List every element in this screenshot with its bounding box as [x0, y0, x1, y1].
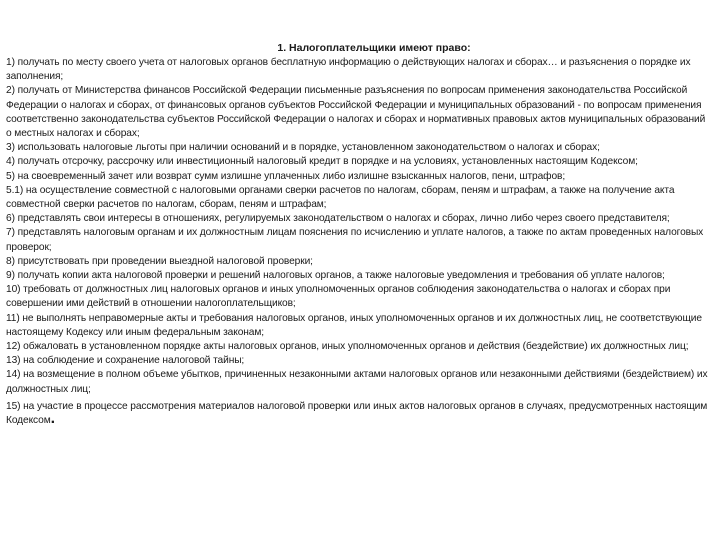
- list-item: 3) использовать налоговые льготы при наличии оснований и в порядке, установленном законодательством о налогах и сборах;: [6, 142, 600, 154]
- document-title: 1. Налогоплательщики имеют право:: [277, 42, 471, 54]
- list-item: 4) получать отсрочку, рассрочку или инвестиционный налоговый кредит в порядке и на условиях, установленных настоящим Кодексом;: [6, 156, 638, 168]
- list-item: 11) не выполнять неправомерные акты и требования налоговых органов, иных уполномоченных органов и их должностных лиц, не соответствующие настоящему Кодексу или иным федеральным законам;: [6, 312, 702, 338]
- list-item: 13) на соблюдение и сохранение налоговой тайны;: [6, 355, 245, 367]
- list-item: 6) представлять свои интересы в отношениях, регулируемых законодательством о налогах и сборах, лично либо через своего представителя;: [6, 213, 670, 225]
- final-period: .: [50, 410, 55, 428]
- list-item-final: [6, 400, 712, 428]
- list-item: 8) присутствовать при проведении выездной налоговой проверки;: [6, 255, 313, 267]
- rights-list: [6, 56, 712, 428]
- list-item: 12) обжаловать в установленном порядке акты налоговых органов, иных уполномоченных органов и действия (бездействие) их должностных лиц;: [6, 341, 689, 353]
- final-item-text: 15) на участие в процессе рассмотрения материалов налоговой проверки или иных актов налоговых органов в случаях, предусмотренных настоящим Кодексом: [6, 400, 708, 427]
- list-item: 10) требовать от должностных лиц налоговых органов и иных уполномоченных органов соблюдения законодательства о налогах и сборах при совершении ими действий в отношении налогоплательщиков;: [6, 284, 671, 310]
- list-item: 5.1) на осуществление совместной с налоговыми органами сверки расчетов по налогам, сборам, пеням и штрафам, а также на получение акта совместной сверки расчетов по налогам, сборам, пеням и штрафам;: [6, 184, 675, 211]
- list-item: 14) на возмещение в полном объеме убытков, причиненных незаконными актами налоговых органов или незаконными действиями (бездействием) их должностных лиц;: [6, 369, 708, 395]
- list-item: 5) на своевременный зачет или возврат сумм излишне уплаченных либо излишне взысканных налогов, пени, штрафов;: [6, 170, 566, 182]
- list-item: 2) получать от Министерства финансов Российской Федерации письменные разъяснения по вопросам применения законодательства Российской Федерации о налогах и сборах, от финансовых органов субъектов Российской Федерации и муниципальных образований - по вопросам применения соответственно законодательства субъектов Российской Федерации о налогах и сборах и нормативных правовых актов муниципальных образований о местных налогах и сборах;: [6, 85, 706, 140]
- list-item: 7) представлять налоговым органам и их должностным лицам пояснения по исчислению и уплате налогов, а также по актам проведенных налоговых проверок;: [6, 227, 704, 253]
- list-item: 1) получать по месту своего учета от налоговых органов бесплатную информацию о действующих налогах и сборах… и разъяснения о порядке их заполнения;: [6, 57, 691, 83]
- list-item: 9) получать копии акта налоговой проверки и решений налоговых органов, а также налоговые уведомления и требования об уплате налогов;: [6, 270, 665, 282]
